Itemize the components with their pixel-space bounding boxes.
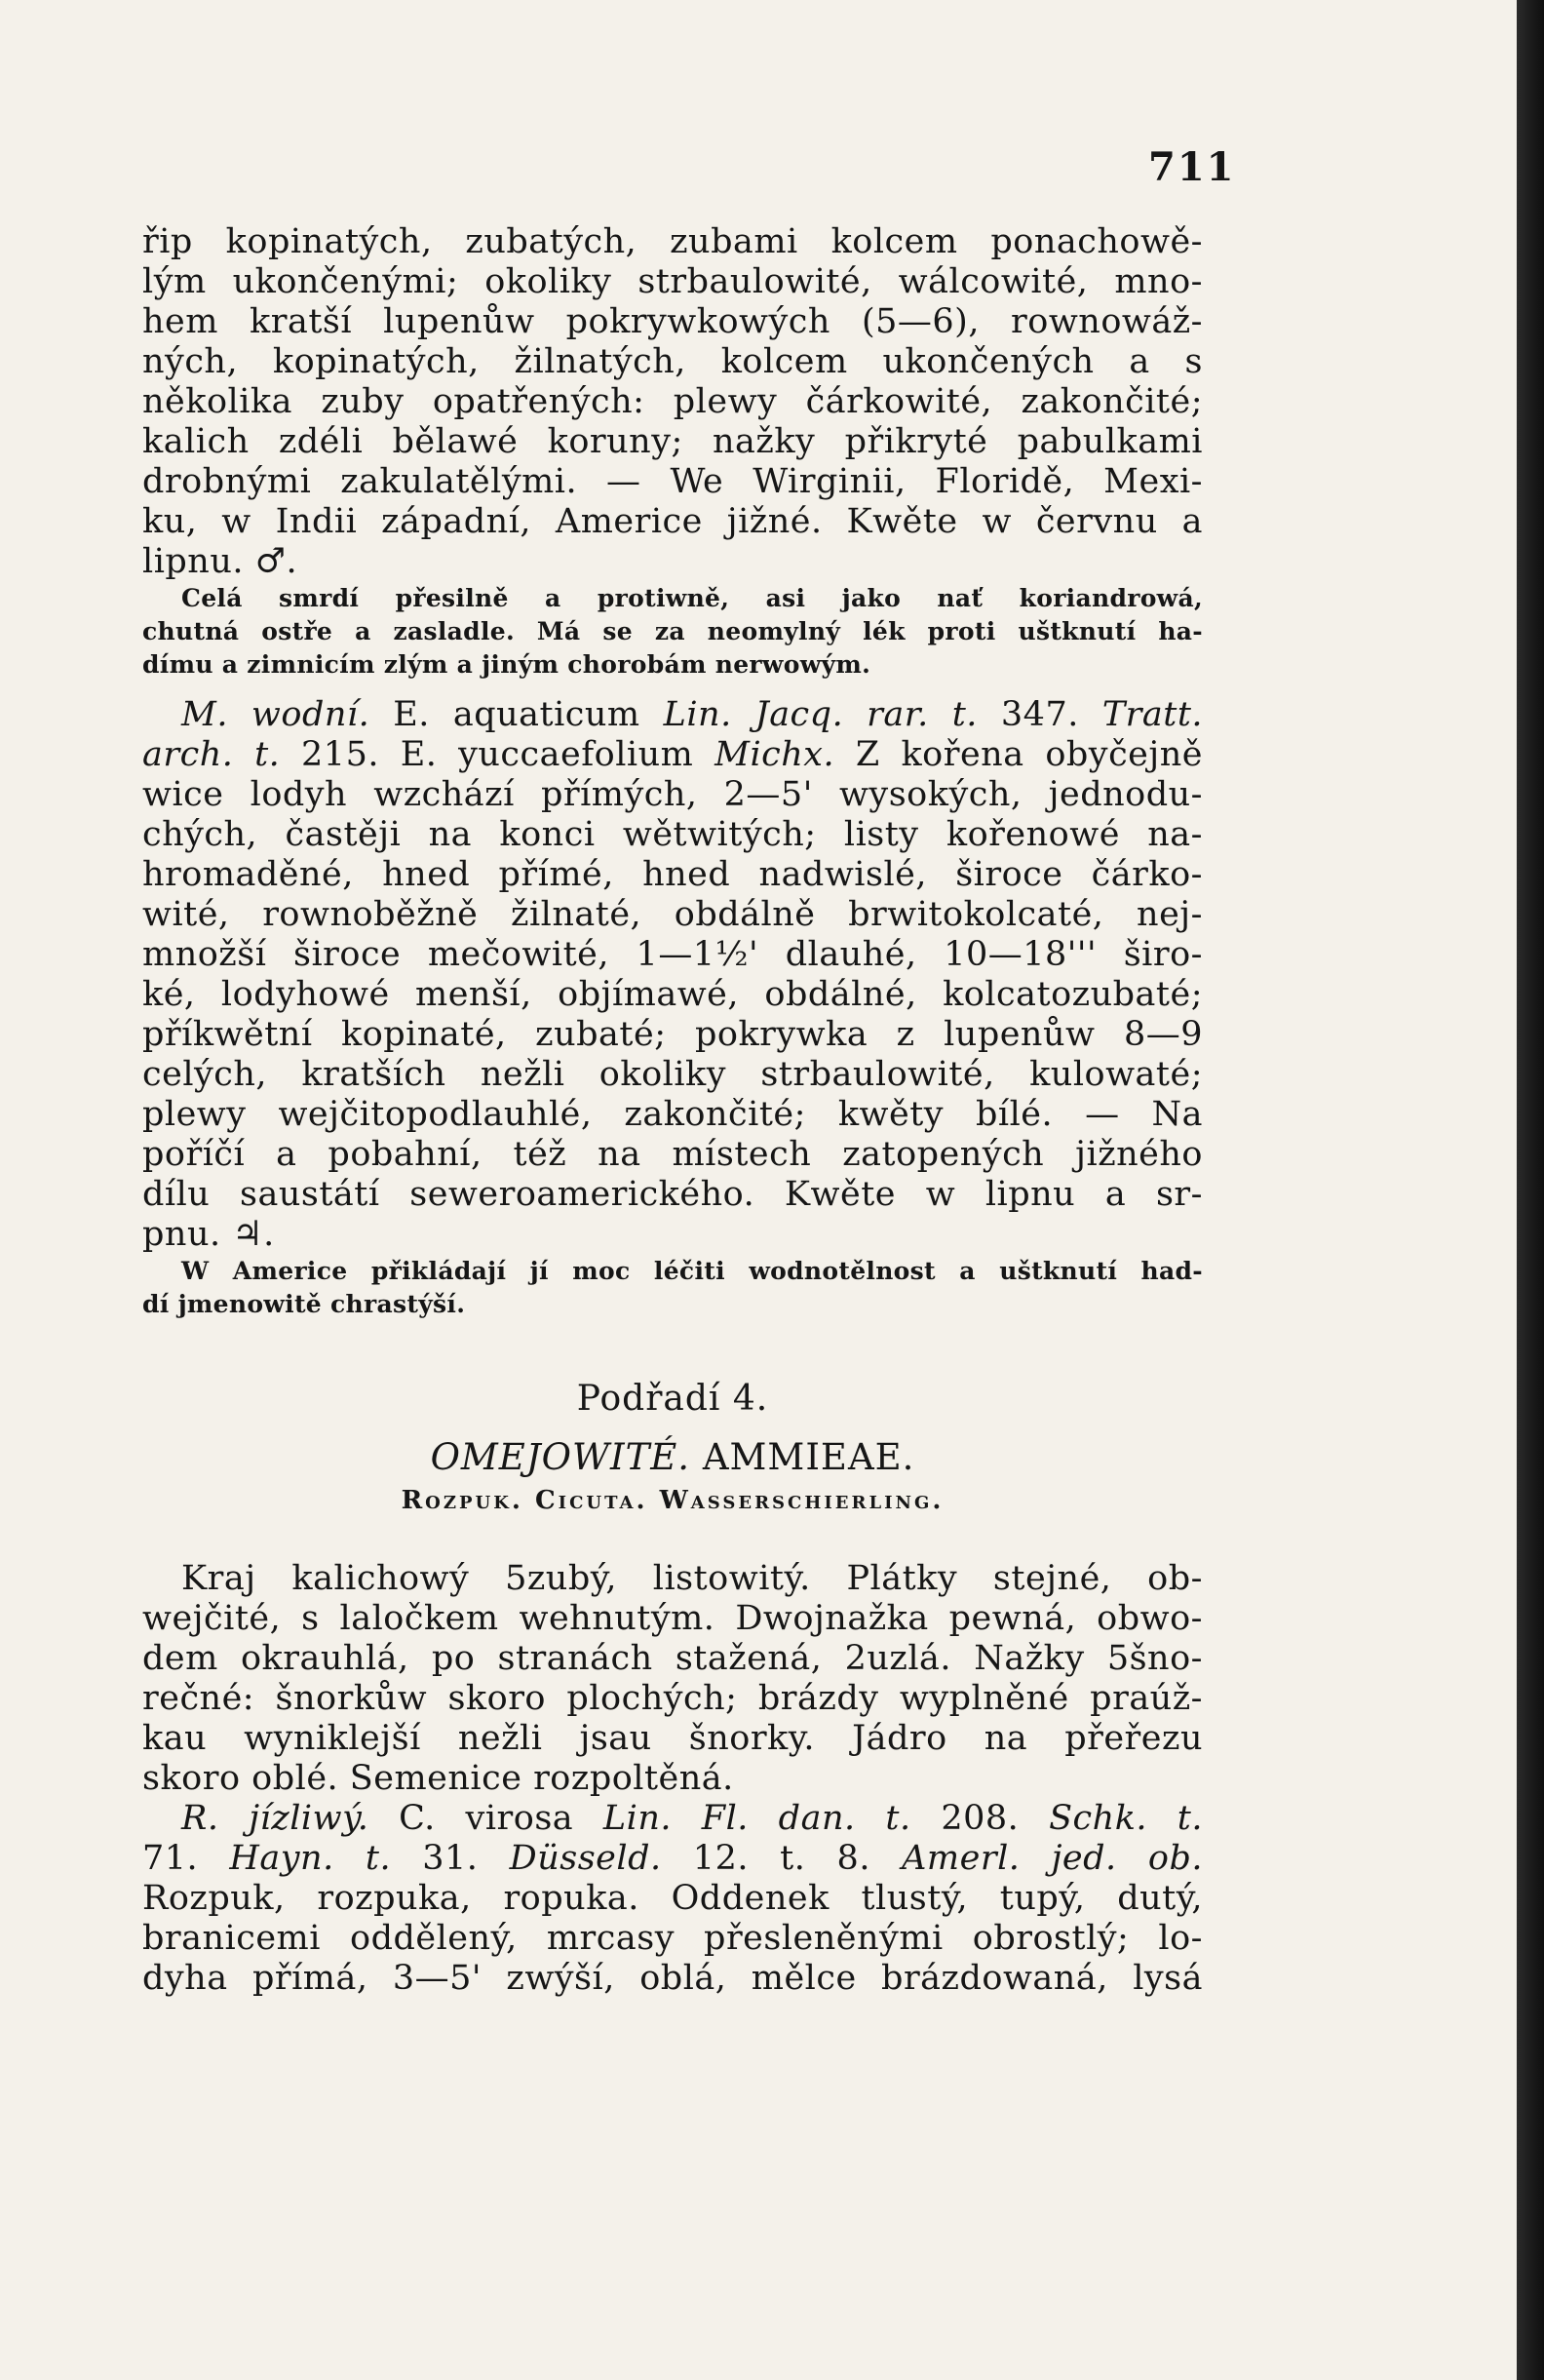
text-line: Kraj kalichowý 5zubý, listowitý. Plátky stejné, ob-	[181, 1559, 1203, 1598]
genus-heading: Rozpuk. Cicuta. Wasserschierling.	[401, 1486, 945, 1515]
text-line: wice lodyh wzchází přímých, 2—5' wysokých, jednodu-	[142, 775, 1203, 814]
page-number: 711	[1148, 144, 1236, 190]
species-name: R. jízliwý.	[181, 1799, 369, 1838]
note-1	[142, 582, 1203, 682]
text-block	[142, 222, 1203, 1999]
text-line: řip kopinatých, zubatých, zubami kolcem ponachowě-	[142, 222, 1203, 261]
text-line: wité, rownoběžně žilnaté, obdálně brwitokolcaté, nej-	[142, 895, 1203, 934]
paragraph-4	[142, 1799, 1203, 1999]
note-line: dí jmenowitě chrastýší.	[142, 1290, 466, 1318]
family-name-latin: AMMIEAE.	[702, 1436, 915, 1478]
note-line: dímu a zimnicím zlým a jiným chorobám nerwowým.	[142, 650, 871, 679]
text-line: M. wodní. E. aquaticum Lin. Jacq. rar. t. 347. Tratt.	[181, 695, 1204, 734]
text-line: pnu. ♃.	[142, 1215, 275, 1254]
text-line: skoro oblé. Semenice rozpoltěná.	[142, 1759, 734, 1798]
text-line: ké, lodyhowé menší, objímawé, obdálné, kolcatozubaté;	[142, 975, 1203, 1014]
text-line: drobnými zakulatělými. — We Wirginii, Floridě, Mexi-	[142, 462, 1203, 501]
text-line: několika zuby opatřených: plewy čárkowité, zakončité;	[142, 382, 1203, 421]
text-line: dyha přímá, 3—5' zwýší, oblá, mělce brázdowaná, lysá	[142, 1959, 1203, 1998]
text-line: ku, w Indii západní, Americe jižné. Kwěte w červnu a	[142, 502, 1203, 541]
text-line: arch. t. 215. E. yuccaefolium Michx. Z kořena obyčejně	[142, 735, 1203, 774]
species-name: M. wodní.	[181, 695, 370, 734]
text-line: plewy wejčitopodlauhlé, zakončité; kwěty bílé. — Na	[142, 1095, 1203, 1134]
text-line: R. jízliwý. C. virosa Lin. Fl. dan. t. 208. Schk. t.	[181, 1799, 1203, 1838]
family-name-czech: OMEJOWITÉ.	[430, 1436, 691, 1478]
text-line: rečné: šnorkůw skoro plochých; brázdy wyplněné praúž-	[142, 1679, 1203, 1718]
text-line: Rozpuk, rozpuka, ropuka. Oddenek tlustý, tupý, dutý,	[142, 1879, 1203, 1918]
text-line: ných, kopinatých, žilnatých, kolcem ukončených a s	[142, 342, 1203, 381]
note-line: chutná ostře a zasladle. Má se za neomylný lék proti uštknutí ha-	[142, 617, 1203, 645]
page-edge	[1517, 0, 1544, 2380]
family-heading	[142, 1434, 1203, 1481]
paragraph-2	[142, 695, 1203, 1255]
text-line: množší široce mečowité, 1—1½' dlauhé, 10—18''' širo-	[142, 935, 1203, 974]
text-line: chých, častěji na konci wětwitých; listy kořenowé na-	[142, 815, 1203, 854]
text-line: příkwětní kopinaté, zubaté; pokrywka z lupenůw 8—9	[142, 1015, 1203, 1054]
paragraph-1	[142, 222, 1203, 582]
text-line: hem kratší lupenůw pokrywkowých (5—6), rownowáž-	[142, 302, 1203, 341]
text-line: celých, kratších nežli okoliky strbaulowité, kulowaté;	[142, 1055, 1203, 1094]
text-line: kau wyniklejší nežli jsau šnorky. Jádro na přeřezu	[142, 1719, 1203, 1758]
text-line: dílu saustátí seweroamerického. Kwěte w lipnu a sr-	[142, 1175, 1203, 1214]
text-line: lipnu. ♂.	[142, 542, 298, 581]
note-line: W Americe přikládají jí moc léčiti wodnotělnost a uštknutí had-	[181, 1257, 1203, 1285]
text-line: branicemi oddělený, mrcasy přesleněnými obrostlý; lo-	[142, 1919, 1203, 1958]
note-line: Celá smrdí přesilně a protiwně, asi jako nať koriandrowá,	[181, 584, 1203, 612]
text-line: wejčité, s laločkem wehnutým. Dwojnažka pewná, obwo-	[142, 1599, 1203, 1638]
subsection-heading: Podřadí 4.	[576, 1379, 769, 1419]
note-2	[142, 1255, 1203, 1321]
text-line: lým ukončenými; okoliky strbaulowité, wálcowité, mno-	[142, 262, 1203, 301]
text-line: 71. Hayn. t. 31. Düsseld. 12. t. 8. Amerl. jed. ob.	[142, 1839, 1203, 1878]
paragraph-3	[142, 1559, 1203, 1799]
text-line: poříčí a pobahní, též na místech zatopených jižného	[142, 1135, 1203, 1174]
text-line: dem okrauhlá, po stranách stažená, 2uzlá. Nažky 5šno-	[142, 1639, 1203, 1678]
text-line: kalich zdéli bělawé koruny; nažky přikryté pabulkami	[142, 422, 1203, 461]
text-line: hromaděné, hned přímé, hned nadwislé, široce čárko-	[142, 855, 1203, 894]
